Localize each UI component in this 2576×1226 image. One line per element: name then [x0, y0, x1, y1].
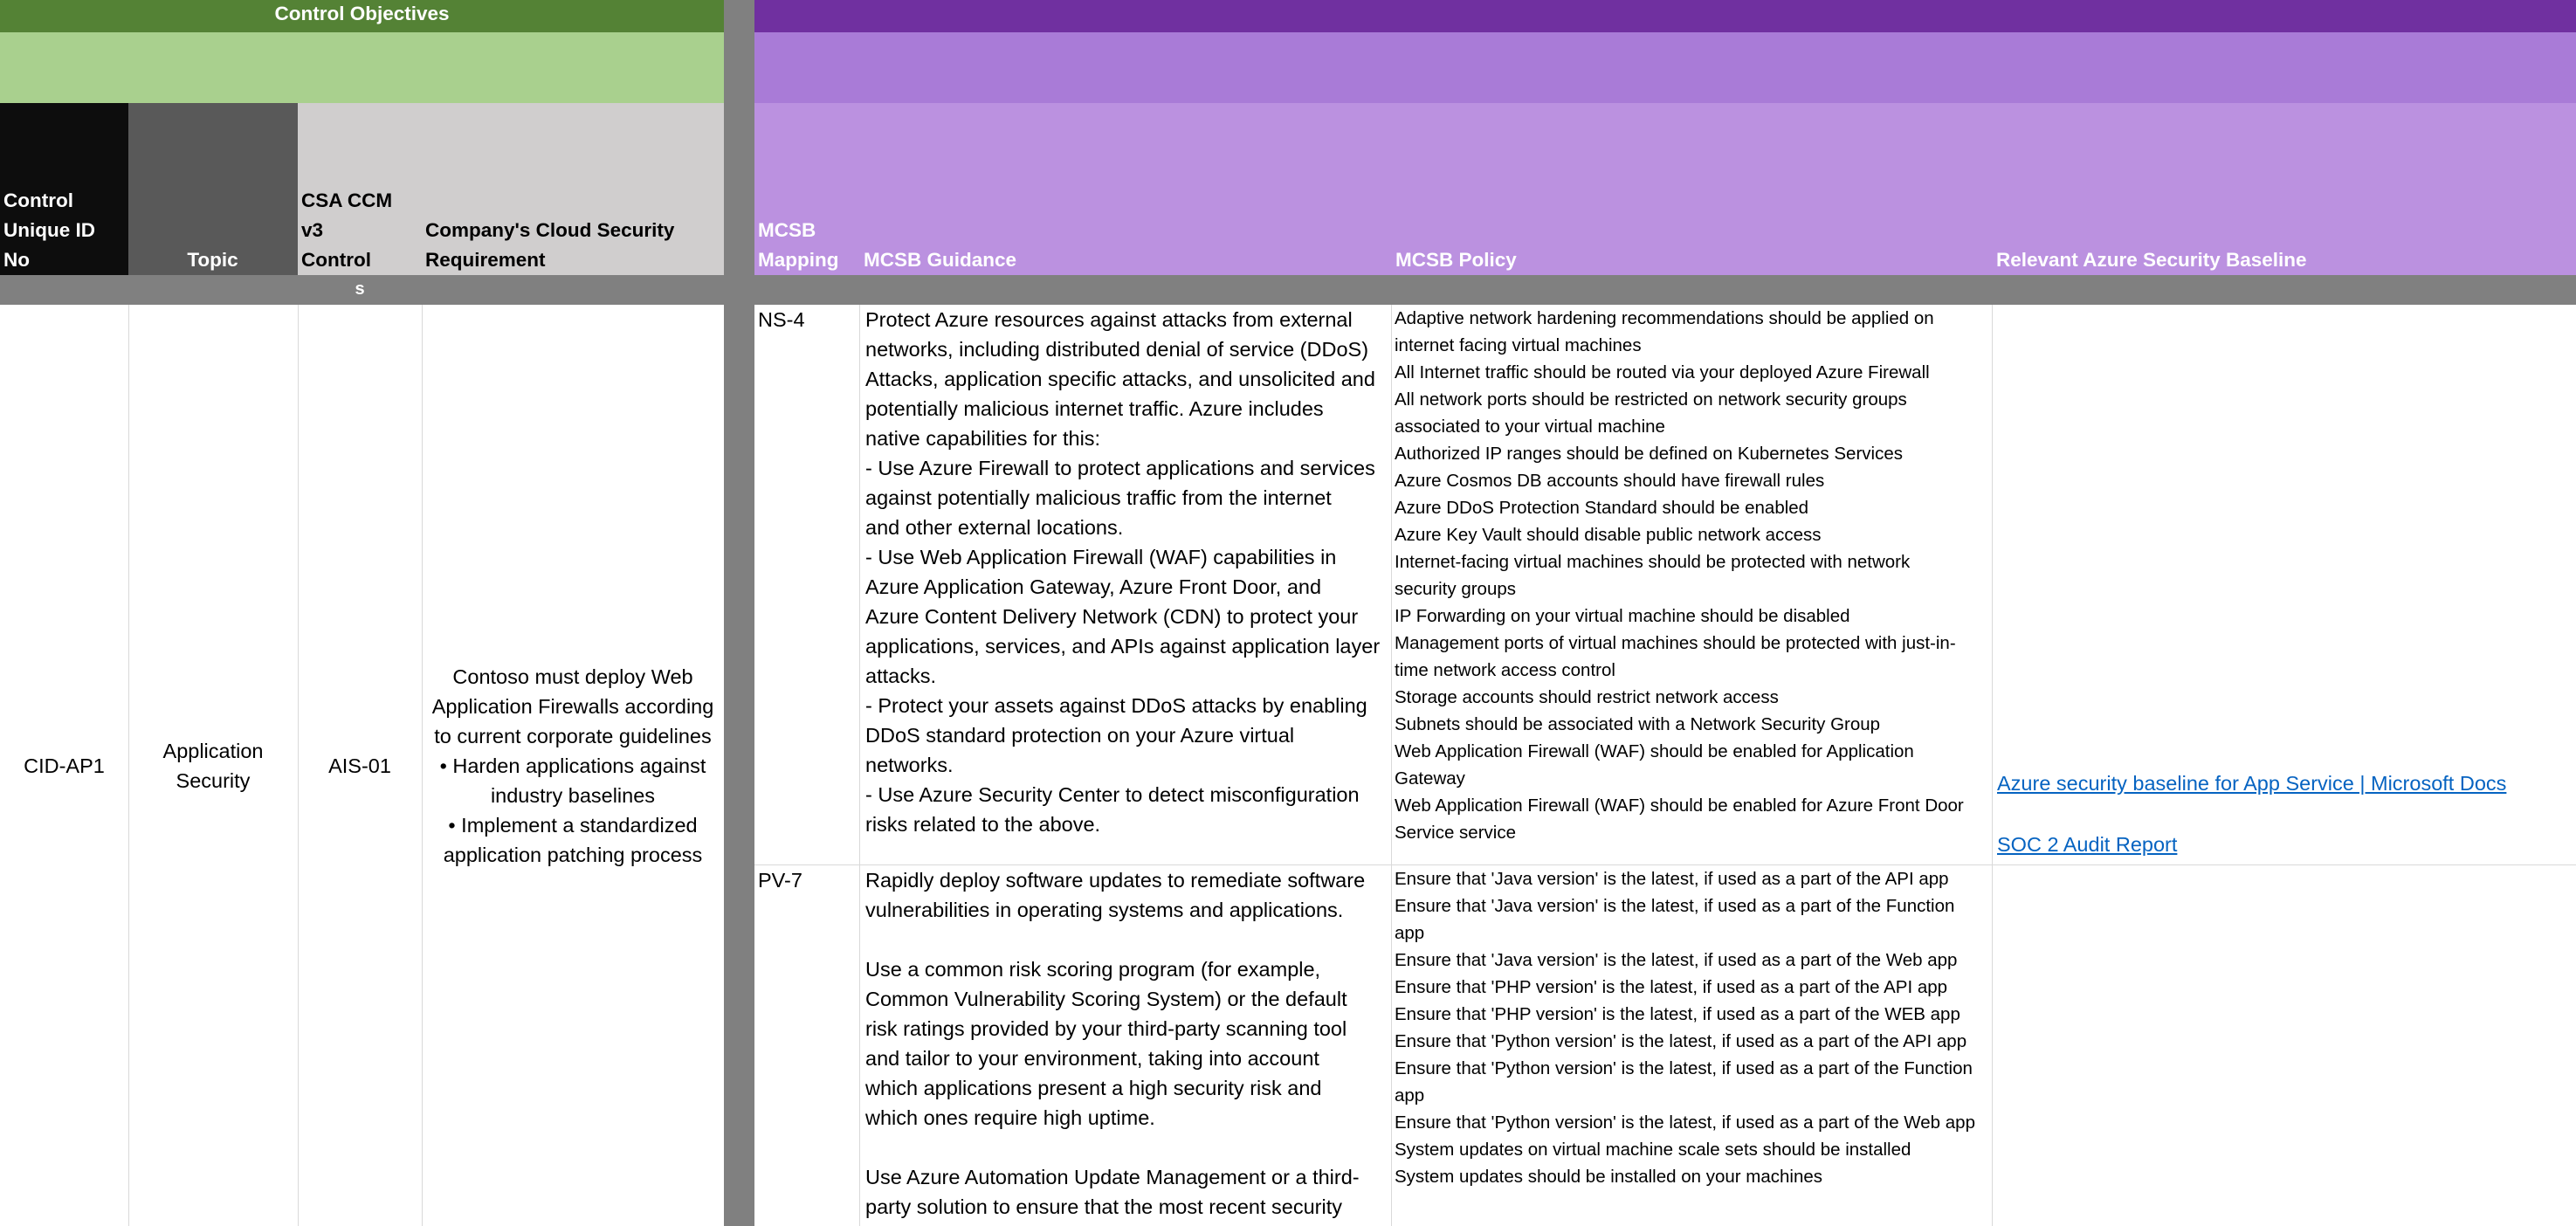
- guidance-line: potentially malicious internet traffic. Azure includes: [865, 397, 1324, 420]
- green-band: [0, 32, 724, 103]
- mcsb-banner: [754, 0, 2576, 32]
- cell-mapping-id[interactable]: [754, 305, 859, 864]
- guidance-line: attacks.: [865, 665, 936, 687]
- policy-line: app: [1395, 923, 1425, 943]
- requirement-line: • Implement a standardized: [448, 813, 698, 837]
- guidance-line: Azure Application Gateway, Azure Front Door, and: [865, 575, 1322, 598]
- policy-list: [1395, 865, 1988, 1190]
- policy-line: Ensure that 'Java version' is the latest, if used as a part of the Web app: [1395, 950, 1958, 970]
- guidance-line: risks related to the above.: [865, 813, 1101, 836]
- guidance-line: [865, 925, 1388, 954]
- policy-line: Ensure that 'PHP version' is the latest, if used as a part of the WEB app: [1395, 1004, 1960, 1024]
- topic-line: Security: [176, 768, 251, 792]
- guidance-line: against potentially malicious traffic from the internet: [865, 486, 1332, 509]
- separator-column-body: [724, 305, 754, 1226]
- cell-guidance[interactable]: [860, 305, 1391, 864]
- guidance-line: Attacks, application specific attacks, and unsolicited and: [865, 368, 1375, 390]
- requirement-line: application patching process: [443, 843, 703, 866]
- policy-line: Internet-facing virtual machines should be protected with network: [1395, 552, 1911, 572]
- guidance-line: party solution to ensure that the most recent security: [865, 1195, 1342, 1218]
- guidance-line: vulnerabilities in operating systems and applications.: [865, 899, 1344, 921]
- gridline: [1992, 305, 1993, 1226]
- cell-csa-ccm[interactable]: [298, 305, 422, 1226]
- csa-ccm-value: AIS-01: [328, 754, 391, 777]
- policy-line: IP Forwarding on your virtual machine should be disabled: [1395, 606, 1850, 626]
- guidance-text: [865, 305, 1388, 839]
- policy-line: System updates on virtual machine scale sets should be installed: [1395, 1140, 1911, 1160]
- guidance-line: risk ratings provided by your third-party scanning tool: [865, 1017, 1347, 1040]
- policy-line: time network access control: [1395, 660, 1615, 680]
- guidance-line: and other external locations.: [865, 516, 1124, 539]
- cell-mapping-id[interactable]: [754, 865, 859, 1226]
- guidance-line: Azure Content Delivery Network (CDN) to protect your: [865, 605, 1359, 628]
- policy-line: Ensure that 'Java version' is the latest, if used as a part of the API app: [1395, 869, 1949, 889]
- header-mcsb-mapping[interactable]: MCSB Mapping: [758, 219, 839, 271]
- cell-azure-baseline-soc: [1993, 830, 2576, 864]
- header-azure-baseline[interactable]: Relevant Azure Security Baseline: [1996, 249, 2307, 271]
- cell-control-id[interactable]: [0, 305, 128, 1226]
- header-company-requirement[interactable]: Company's Cloud Security Requirement: [422, 103, 724, 275]
- control-id-value: CID-AP1: [24, 754, 105, 777]
- requirement-line: industry baselines: [490, 783, 656, 807]
- cell-company-requirement[interactable]: [422, 305, 724, 1226]
- policy-line: Azure Key Vault should disable public network access: [1395, 525, 1822, 545]
- policy-line: Ensure that 'Python version' is the latest, if used as a part of the API app: [1395, 1031, 1967, 1051]
- guidance-line: - Use Azure Security Center to detect misconfiguration: [865, 783, 1360, 806]
- policy-line: Web Application Firewall (WAF) should be enabled for Azure Front Door: [1395, 796, 1964, 816]
- policy-line: Azure DDoS Protection Standard should be enabled: [1395, 498, 1809, 518]
- policy-line: All network ports should be restricted on network security groups: [1395, 389, 1907, 410]
- policy-line: Ensure that 'PHP version' is the latest, if used as a part of the API app: [1395, 977, 1948, 997]
- policy-line: Azure Cosmos DB accounts should have firewall rules: [1395, 471, 1825, 491]
- soc2-report-link[interactable]: SOC 2 Audit Report: [1997, 833, 2178, 856]
- policy-line: Ensure that 'Python version' is the latest, if used as a part of the Function: [1395, 1058, 1973, 1078]
- guidance-text: [865, 865, 1388, 1222]
- guidance-line: which ones require high uptime.: [865, 1106, 1155, 1129]
- policy-line: All Internet traffic should be routed via your deployed Azure Firewall: [1395, 362, 1930, 382]
- requirement-line: • Harden applications against: [439, 754, 706, 777]
- policy-line: Storage accounts should restrict network access: [1395, 687, 1779, 707]
- azure-baseline-link[interactable]: Azure security baseline for App Service | Microsoft Docs: [1997, 772, 2507, 795]
- cell-guidance[interactable]: [860, 865, 1391, 1226]
- policy-line: System updates should be installed on your machines: [1395, 1167, 1823, 1187]
- guidance-line: - Use Azure Firewall to protect applications and services: [865, 457, 1375, 479]
- requirement-line: to current corporate guidelines: [434, 724, 712, 747]
- requirement-line: Application Firewalls according: [431, 694, 714, 718]
- policy-line: Authorized IP ranges should be defined on Kubernetes Services: [1395, 444, 1903, 464]
- guidance-line: Rapidly deploy software updates to remediate software: [865, 869, 1366, 892]
- guidance-line: Common Vulnerability Scoring System) or the default: [865, 988, 1347, 1010]
- header-control-id[interactable]: Control Unique ID No: [0, 103, 128, 275]
- policy-line: Ensure that 'Python version' is the latest, if used as a part of the Web app: [1395, 1112, 1975, 1133]
- cell-policy[interactable]: [1392, 865, 1992, 1226]
- policy-line: security groups: [1395, 579, 1517, 599]
- policy-line: Management ports of virtual machines should be protected with just-in-: [1395, 633, 1956, 653]
- guidance-line: [865, 1133, 1388, 1162]
- header-mcsb-policy[interactable]: MCSB Policy: [1395, 249, 1517, 271]
- header-mcsb-guidance[interactable]: MCSB Guidance: [864, 249, 1017, 271]
- guidance-line: - Protect your assets against DDoS attacks by enabling: [865, 694, 1367, 717]
- requirement-line: Contoso must deploy Web: [452, 665, 693, 688]
- policy-line: Adaptive network hardening recommendations should be applied on: [1395, 308, 1934, 328]
- csa-ccm-overflow-text: s: [355, 279, 365, 299]
- guidance-line: networks.: [865, 754, 954, 776]
- policy-line: associated to your virtual machine: [1395, 417, 1665, 437]
- purple-band: [754, 32, 2576, 103]
- policy-line: Ensure that 'Java version' is the latest, if used as a part of the Function: [1395, 896, 1955, 916]
- policy-line: internet facing virtual machines: [1395, 335, 1642, 355]
- mapping-id-value: NS-4: [758, 308, 805, 331]
- header-topic[interactable]: Topic: [128, 103, 298, 275]
- policy-list: [1395, 305, 1988, 846]
- guidance-line: Protect Azure resources against attacks from external: [865, 308, 1353, 331]
- guidance-line: DDoS standard protection on your Azure virtual: [865, 724, 1295, 747]
- guidance-line: - Use Web Application Firewall (WAF) capabilities in: [865, 546, 1337, 568]
- policy-line: app: [1395, 1085, 1425, 1105]
- cell-topic[interactable]: [128, 305, 298, 1226]
- policy-line: Web Application Firewall (WAF) should be enabled for Application: [1395, 741, 1914, 761]
- policy-line: Gateway: [1395, 768, 1465, 789]
- cell-policy[interactable]: [1392, 305, 1992, 864]
- policy-line: Subnets should be associated with a Network Security Group: [1395, 714, 1881, 734]
- control-objectives-label: Control Objectives: [274, 3, 450, 24]
- guidance-line: applications, services, and APIs against application layer: [865, 635, 1381, 658]
- separator-column-top: [724, 0, 754, 305]
- topic-line: Application: [162, 739, 264, 762]
- guidance-line: networks, including distributed denial of service (DDoS): [865, 338, 1369, 361]
- mapping-id-value: PV-7: [758, 869, 802, 892]
- guidance-line: native capabilities for this:: [865, 427, 1101, 450]
- policy-line: Service service: [1395, 823, 1516, 843]
- guidance-line: Use a common risk scoring program (for example,: [865, 958, 1321, 981]
- control-objectives-banner: [0, 0, 724, 32]
- header-csa-ccm[interactable]: CSA CCM v3 Control: [298, 103, 422, 275]
- guidance-line: Use Azure Automation Update Management or a third-: [865, 1166, 1360, 1188]
- guidance-line: which applications present a high security risk and: [865, 1077, 1322, 1099]
- guidance-line: and tailor to your environment, taking into account: [865, 1047, 1319, 1070]
